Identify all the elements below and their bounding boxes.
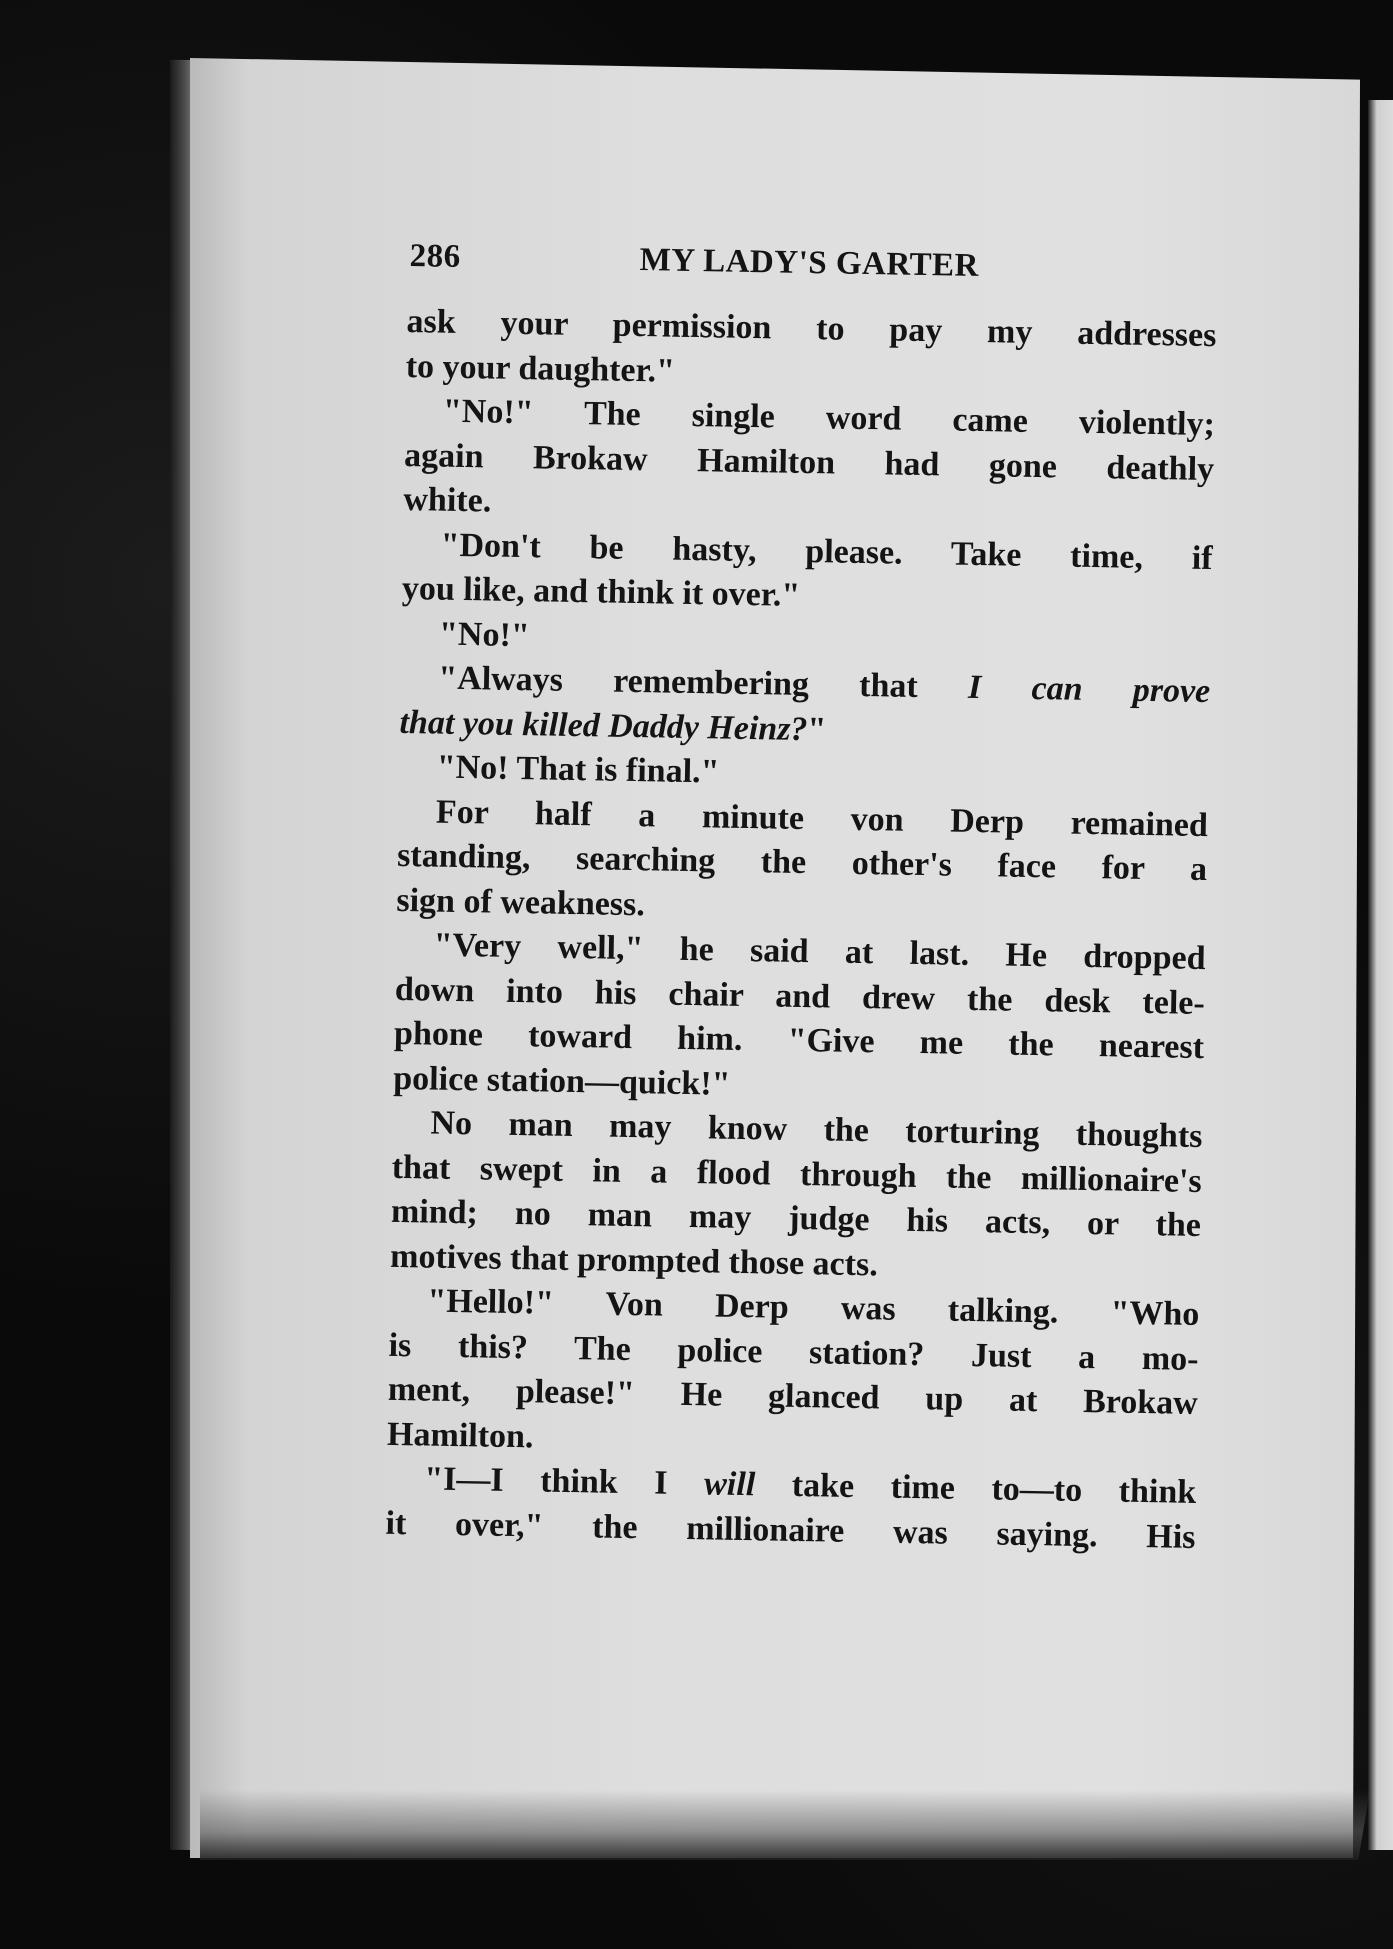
text-line-content: "No!" <box>438 615 531 654</box>
text-line-content: "I—I think I <box>424 1460 705 1503</box>
text-line-content: again Brokaw Hamilton had gone deathly <box>403 436 1215 488</box>
text-line-content: you like, and think it over." <box>401 569 801 614</box>
text-line-content: ment, please!" He glanced up at Brokaw <box>387 1370 1199 1422</box>
running-title: MY LADY'S GARTER <box>639 242 980 284</box>
text-line-content: "Always remembering that <box>438 659 969 706</box>
text-line-content: white. <box>403 480 492 520</box>
text-line-content: standing, searching the other's face for a <box>396 836 1208 889</box>
text-line-content: mind; no man may judge his acts, or the <box>390 1192 1202 1244</box>
italic-text: I can prove <box>967 668 1211 711</box>
text-line-content: No man may know the torturing thoughts <box>430 1104 1203 1155</box>
text-line-content: Hamilton. <box>386 1415 534 1455</box>
text-line-content: police station—quick!" <box>393 1059 731 1103</box>
text-line-content: For half a minute von Derp remained <box>435 793 1209 844</box>
page-text-block <box>385 238 1218 1560</box>
text-line-content: "No!" The single word came violently; <box>442 392 1216 444</box>
italic-text: that you killed Daddy Heinz? <box>399 703 808 748</box>
text-line-tail: take time to—to think <box>754 1466 1197 1511</box>
italic-text: will <box>703 1465 756 1504</box>
page-number: 286 <box>409 238 461 275</box>
text-line-content: that swept in a flood through the millionaire's <box>391 1148 1202 1200</box>
text-line-content: "Hello!" Von Derp was talking. "Who <box>427 1282 1200 1333</box>
text-line-content: "Very well," he said at last. He dropped <box>433 926 1206 978</box>
text-line-tail: " <box>807 710 827 748</box>
page-bottom-shadow <box>200 1790 1370 1860</box>
text-line-content: it over," the millionaire was saying. His <box>385 1504 1196 1556</box>
text-line-content: down into his chair and drew the desk tele- <box>394 970 1206 1022</box>
text-line-content: is this? The police station? Just a mo- <box>388 1326 1199 1378</box>
text-line-content: sign of weakness. <box>396 881 646 923</box>
body-text <box>385 300 1217 1560</box>
facing-page-edge <box>1368 100 1393 1850</box>
text-line-content: motives that prompted those acts. <box>389 1237 879 1283</box>
text-line-content: "Don't be hasty, please. Take time, if <box>440 526 1213 577</box>
text-line-content: phone toward him. "Give me the nearest <box>393 1014 1205 1067</box>
text-line-content: ask your permission to pay my addresses <box>406 302 1217 355</box>
text-line-content: to your daughter." <box>405 347 676 390</box>
text-line-content: "No! That is final." <box>436 748 720 791</box>
